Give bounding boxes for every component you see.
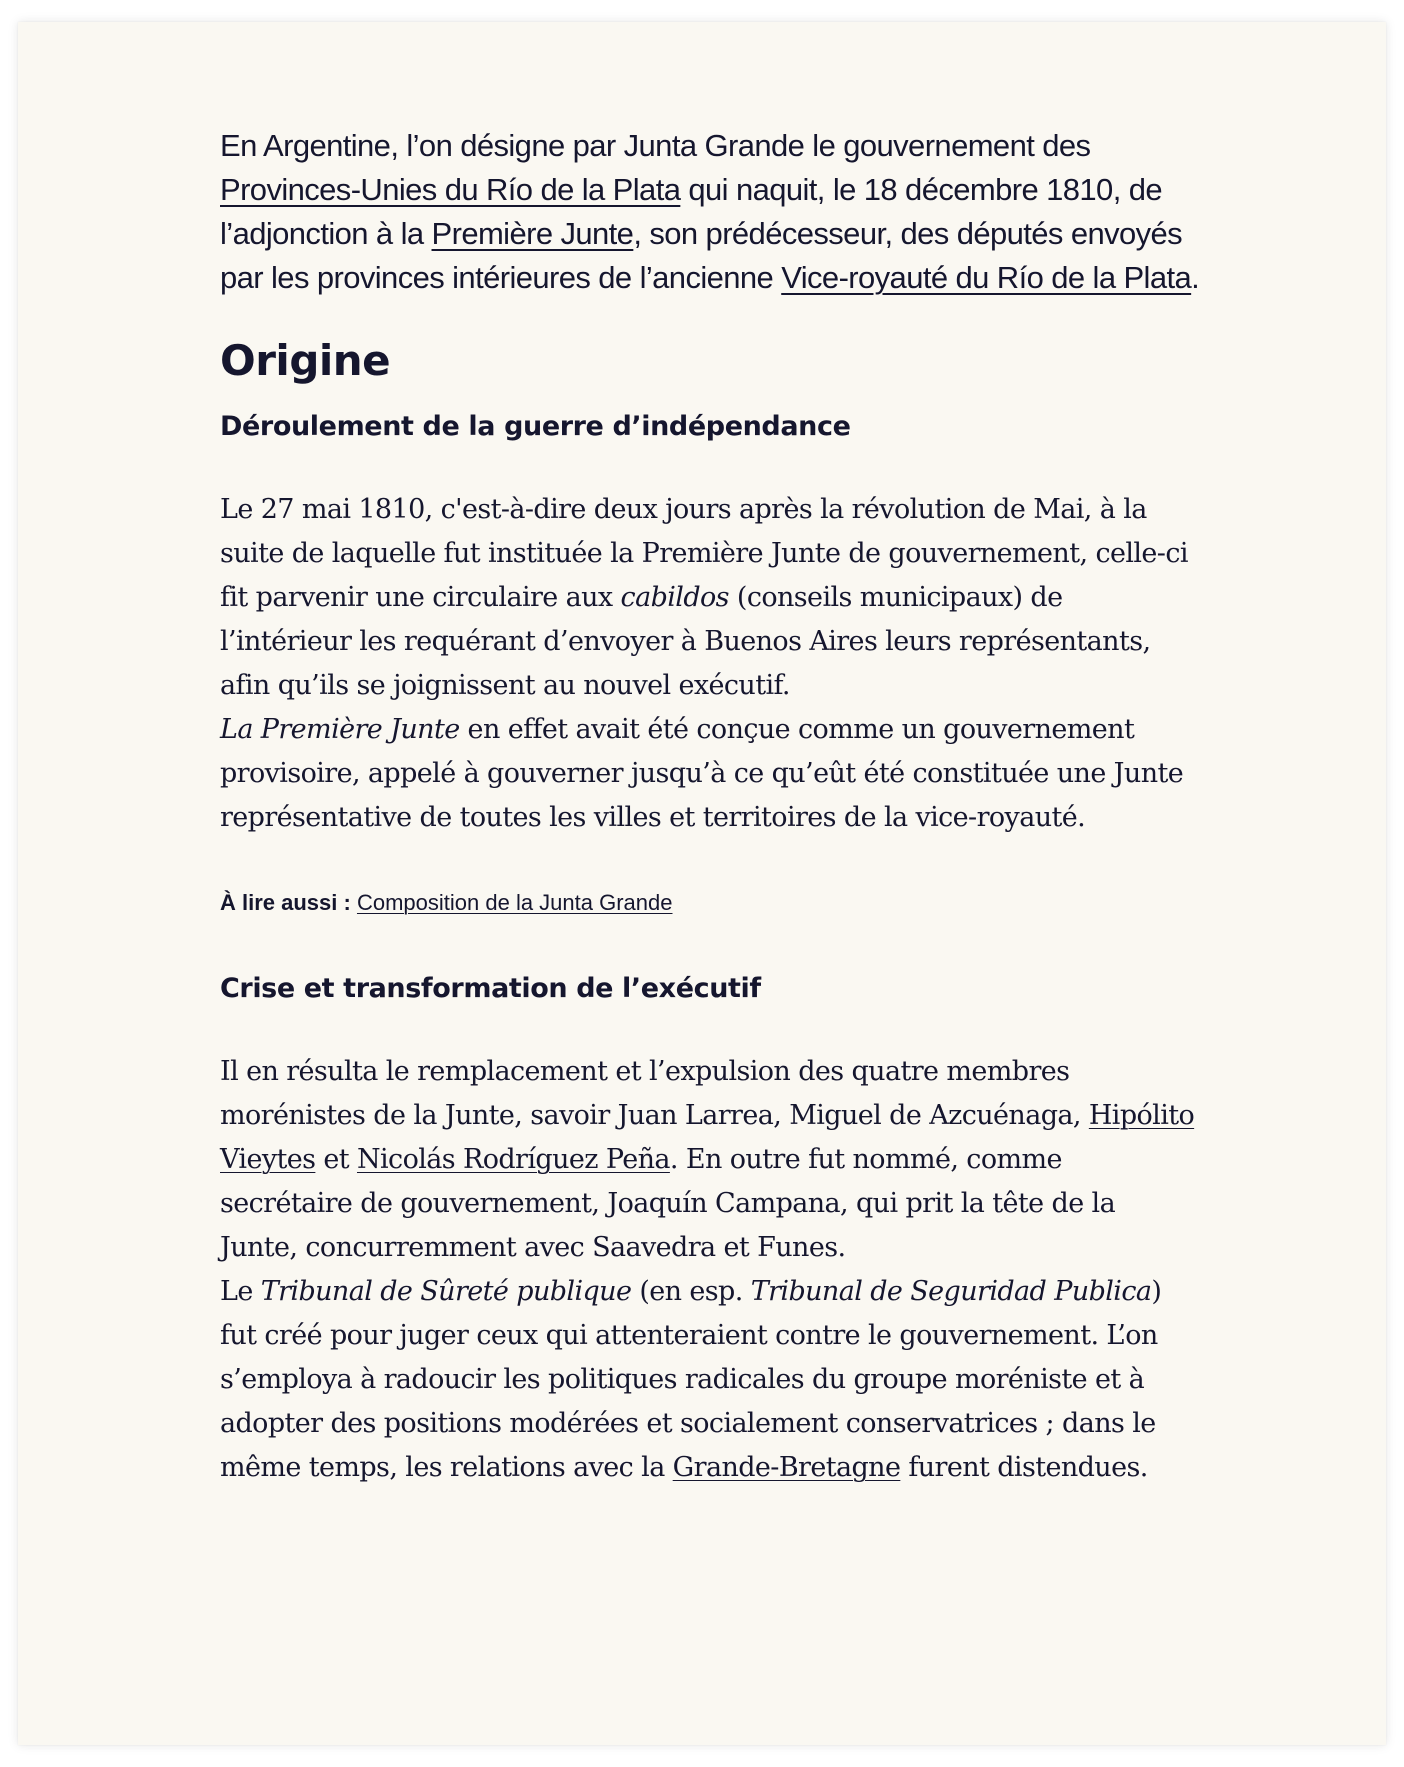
body-text: Le 27 mai 1810, c'est-à-dire deux jours après la révolution de Mai, à la suite de laquelle fut instituée la Première Junte de gouvernement, celle-ci fit parvenir une circulaire aux <box>220 494 1188 613</box>
body-text: (conseils municipaux) de l’intérieur les requérant d’envoyer à Buenos Aires leurs représentants, afin qu’ils se joignissent au nouvel exécutif. <box>220 582 1151 701</box>
body-text: ) fut créé pour juger ceux qui attenteraient contre le gouvernement. L’on s’employa à radoucir les politiques radicales du groupe moréniste et à adopter des positions modérées et socialement conservatrices ; dans le même temps, les relations avec la <box>220 1276 1162 1483</box>
body-text: furent distendues. <box>900 1452 1148 1483</box>
emphasis-tribunal-es: Tribunal de Seguridad Publica <box>750 1276 1152 1307</box>
link-vice-royaute[interactable]: Vice-royauté du Río de la Plata <box>781 260 1192 295</box>
intro-text: , son prédécesseur, des députés envoyés par les provinces intérieures de l’ancienne <box>220 216 1183 295</box>
body-text: . En outre fut nommé, comme secrétaire de gouvernement, Joaquín Campana, qui prit la tête de la Junte, concurremment avec Saavedra et Funes. <box>220 1144 1116 1263</box>
intro-text: . <box>1191 260 1200 295</box>
intro-text: En Argentine, l’on désigne par Junta Grande le gouvernement des <box>220 128 1091 163</box>
link-provinces-unies[interactable]: Provinces-Unies du Río de la Plata <box>220 172 681 207</box>
intro-text: qui naquit, le 18 décembre 1810, de l’adjonction à la <box>220 172 1162 251</box>
body-text: Le <box>220 1276 261 1307</box>
article-content <box>220 124 1200 1490</box>
emphasis-cabildos: cabildos <box>620 582 729 613</box>
see-also <box>220 888 1200 918</box>
article-page <box>18 22 1386 1745</box>
see-also-label: À lire aussi : <box>220 890 351 915</box>
emphasis-tribunal: Tribunal de Sûreté publique <box>260 1276 632 1307</box>
link-premiere-junte[interactable]: Première Junte <box>431 216 634 251</box>
subsection-title-crise: Crise et transformation de l’exécutif <box>220 973 761 1004</box>
body-text: (en esp. <box>631 1276 751 1307</box>
see-also-link[interactable]: Composition de la Junta Grande <box>356 890 673 915</box>
link-hipolito-vieytes[interactable]: Hipólito Vieytes <box>220 1100 1195 1175</box>
section-title: Origine <box>220 336 391 385</box>
intro-paragraph <box>220 124 1200 300</box>
emphasis-premiere-junte: La Première Junte <box>220 714 460 745</box>
paragraph-crise <box>220 1050 1200 1490</box>
paragraph-deroulement <box>220 488 1200 840</box>
body-text: en effet avait été conçue comme un gouvernement provisoire, appelé à gouverner jusqu’à ce qu’eût été constituée une Junte représentative de toutes les villes et territoires de la vice-royauté. <box>220 714 1184 833</box>
link-nicolas-rodriguez-pena[interactable]: Nicolás Rodríguez Peña <box>356 1144 670 1175</box>
subsection-title-deroulement: Déroulement de la guerre d’indépendance <box>220 411 851 442</box>
body-text: et <box>315 1144 357 1175</box>
link-grande-bretagne[interactable]: Grande-Bretagne <box>672 1452 901 1483</box>
body-text: Il en résulta le remplacement et l’expulsion des quatre membres morénistes de la Junte, savoir Juan Larrea, Miguel de Azcuénaga, <box>220 1056 1089 1131</box>
